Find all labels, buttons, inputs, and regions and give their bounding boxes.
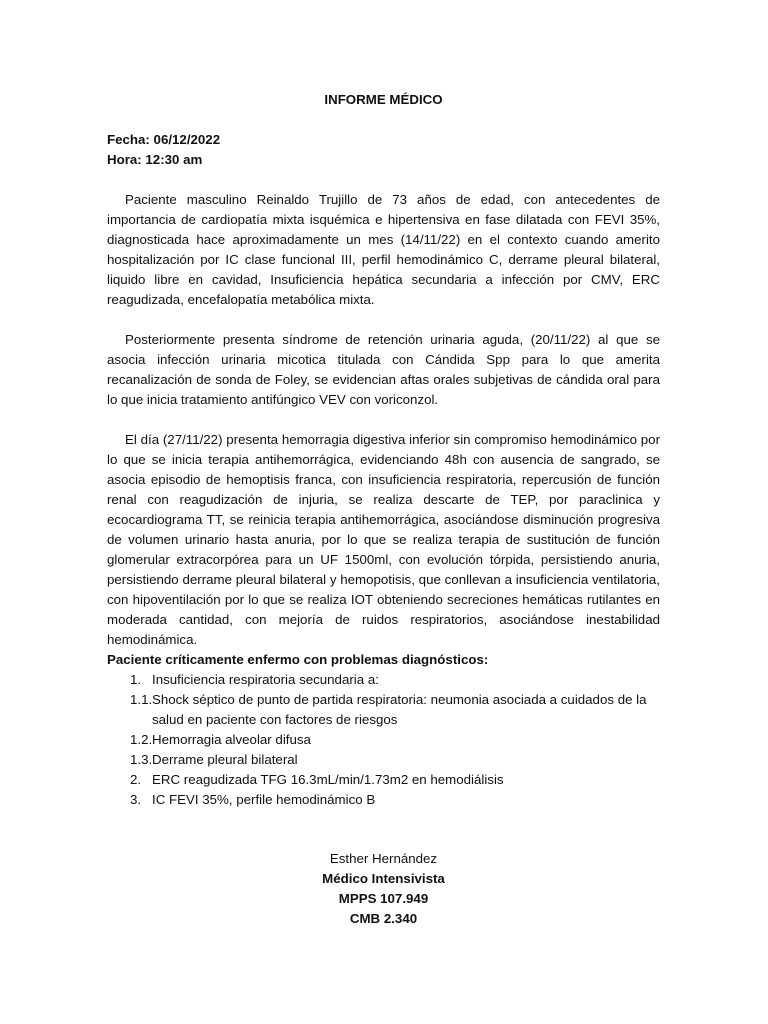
diagnosis-list — [107, 670, 660, 810]
paragraph-2: Posteriormente presenta síndrome de retención urinaria aguda, (20/11/22) al que se asocia infección urinaria micotica titulada con Cándida Spp para lo que amerita recanalización de sonda de Foley, se evidencian aftas orales subjetivas de cándida oral para lo que inicia tratamiento antifúngico VEV con voriconzol. — [107, 332, 660, 407]
list-item: 1.3. Derrame pleural bilateral — [130, 752, 298, 767]
list-item: 3. IC FEVI 35%, perfile hemodinámico B — [130, 792, 376, 807]
document-title: INFORME MÉDICO — [324, 92, 443, 107]
paragraph-1: Paciente masculino Reinaldo Trujillo de 73 años de edad, con antecedentes de importancia de cardiopatía mixta isquémica e hipertensiva en fase dilatada con FEVI 35%, diagnosticada hace aproximadamente un mes (14/11/22) en el contexto cuando amerito hospitalización por IC clase funcional III, perfil hemodinámico C, derrame pleural bilateral, liquido libre en cavidad, Insuficiencia hepática secundaria a infección por CMV, ERC reagudizada, encefalopatía metabólica mixta. — [107, 192, 660, 307]
list-item: 1.1. Shock séptico de punto de partida respiratoria: neumonia asociada a cuidados de la salud en paciente con factores de riesgos — [130, 692, 647, 727]
paragraph-3: El día (27/11/22) presenta hemorragia digestiva inferior sin compromiso hemodinámico por lo que se inicia terapia antihemorrágica, evidenciando 48h con ausencia de sangrado, se asocia episodio de hemoptisis franca, con insuficiencia respiratoria, repercusión de función renal con reagudización de injuria, se realiza descarte de TEP, por paraclinica y ecocardiograma TT, se reinicia terapia antihemorrágica, asociándose disminución progresiva de volumen urinario hasta anuria, por lo que se realiza terapia de sustitución de función glomerular extracorpórea para un UF 1500ml, con evolución tórpida, persistiendo anuria, persistiendo derrame pleural bilateral y hemopotisis, que conllevan a insuficiencia ventilatoria, con hipoventilación por lo que se realiza IOT obteniendo secreciones hemáticas rutilantes en moderada cantidad, con mejoría de ruidos respiratorios, asociándose inestabilidad hemodinámica. — [107, 432, 660, 647]
signer-mpps: MPPS 107.949 — [338, 891, 429, 906]
diagnosis-heading: Paciente críticamente enfermo con problemas diagnósticos: — [107, 652, 489, 667]
time-line: Hora: 12:30 am — [107, 152, 203, 167]
signature-block — [107, 849, 660, 929]
signer-role: Médico Intensivista — [322, 871, 445, 886]
date-line: Fecha: 06/12/2022 — [107, 132, 221, 147]
list-item: 2. ERC reagudizada TFG 16.3mL/min/1.73m2 en hemodiálisis — [130, 772, 504, 787]
list-item: 1. Insuficiencia respiratoria secundaria a: — [130, 672, 379, 687]
list-item: 1.2. Hemorragia alveolar difusa — [130, 732, 311, 747]
signer-name: Esther Hernández — [329, 851, 438, 866]
signer-cmb: CMB 2.340 — [349, 911, 418, 926]
